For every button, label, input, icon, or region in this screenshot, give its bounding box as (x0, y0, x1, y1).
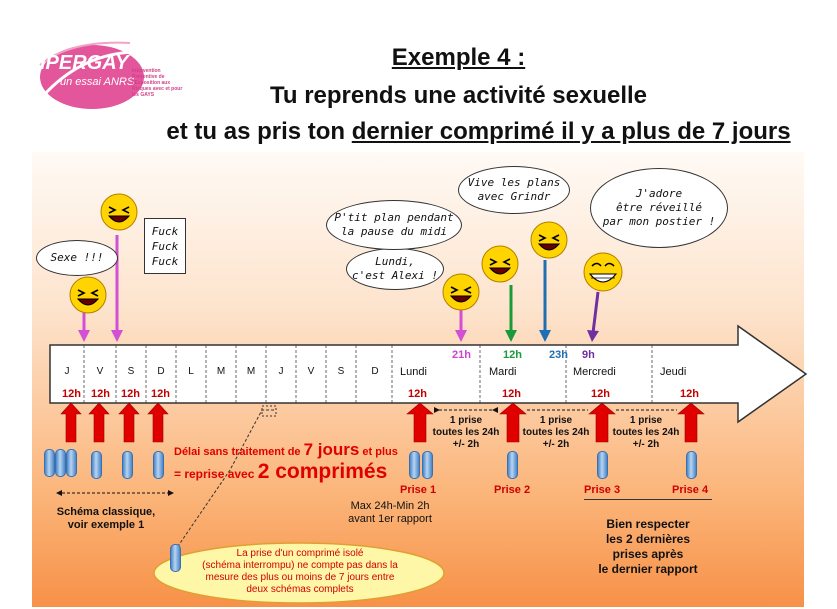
day-label: M (246, 366, 256, 377)
bubble-vive: Vive les plans avec Grindr (458, 166, 570, 214)
day-label: V (96, 366, 104, 377)
hour-21: 21h (452, 349, 471, 361)
day-label: D (371, 366, 379, 377)
prise-3-label: Prise 3 (584, 484, 621, 496)
day-mardi: Mardi (489, 366, 517, 378)
dose-arrows (61, 403, 704, 442)
bubble-fuck: Fuck Fuck Fuck (144, 218, 186, 274)
delay-line2: = reprise avec 2 comprimés (174, 460, 388, 483)
maxmin-note: Max 24h-Min 2h avant 1er rapport (348, 500, 432, 525)
day-label: S (337, 366, 345, 377)
interval-note-2: 1 prise toutes les 24h +/- 2h (522, 415, 590, 450)
noon-label: 12h (680, 388, 699, 400)
noon-label: 12h (91, 388, 110, 400)
title-line1: Exemple 4 : (391, 44, 526, 71)
day-label: D (157, 366, 165, 377)
noon-label: 12h (591, 388, 610, 400)
noon-label: 12h (62, 388, 81, 400)
prise-1-label: Prise 1 (400, 484, 437, 496)
hour-9: 9h (582, 349, 595, 361)
hour-23: 23h (549, 349, 568, 361)
logo-description: Intervention Préventive de l'Exposition aux Risques avec et pour les GAYS (132, 68, 183, 98)
delay-line1: Délai sans traitement de 7 jours et plus (174, 440, 398, 459)
day-label: S (127, 366, 135, 377)
day-label: J (64, 366, 70, 377)
prise-2-label: Prise 2 (494, 484, 531, 496)
hour-12: 12h (503, 349, 522, 361)
respect-note: Bien respecter les 2 dernières prises après le dernier rapport (598, 517, 698, 576)
classic-note: Schéma classique, voir exemple 1 (56, 506, 156, 531)
bubble-lundi: Lundi, c'est Alexi ! (346, 248, 444, 290)
day-label: L (188, 366, 194, 377)
day-jeudi: Jeudi (660, 366, 687, 378)
logo-tagline: un essai ANRS (60, 76, 135, 88)
prise-4-label: Prise 4 (672, 484, 709, 496)
day-lundi: Lundi (400, 366, 427, 378)
bubble-ptit: P'tit plan pendant la pause du midi (326, 200, 462, 250)
logo-brand: IPERGAY (40, 52, 129, 74)
day-label: J (278, 366, 284, 377)
noon-label: 12h (121, 388, 140, 400)
interval-note-1: 1 prise toutes les 24h +/- 2h (432, 415, 500, 450)
day-label: V (307, 366, 315, 377)
day-mercredi: Mercredi (573, 366, 616, 378)
respect-box (584, 499, 712, 500)
title-line3: et tu as pris ton dernier comprimé il y a plus de 7 jours (166, 118, 791, 145)
noon-label: 12h (502, 388, 521, 400)
bubble-sexe: Sexe !!! (36, 240, 118, 276)
bubble-jadore: J'adore être réveillé par mon postier ! (590, 168, 728, 248)
isolated-note: La prise d'un comprimé isolé (schéma interrompu) ne compte pas dans la mesure des plus ou moins de 7 jours entre deux schémas complets (202, 548, 398, 595)
noon-label: 12h (151, 388, 170, 400)
day-label: M (216, 366, 226, 377)
interval-note-3: 1 prise toutes les 24h +/- 2h (612, 415, 680, 450)
noon-label: 12h (408, 388, 427, 400)
title-line2: Tu reprends une activité sexuelle (269, 82, 648, 109)
